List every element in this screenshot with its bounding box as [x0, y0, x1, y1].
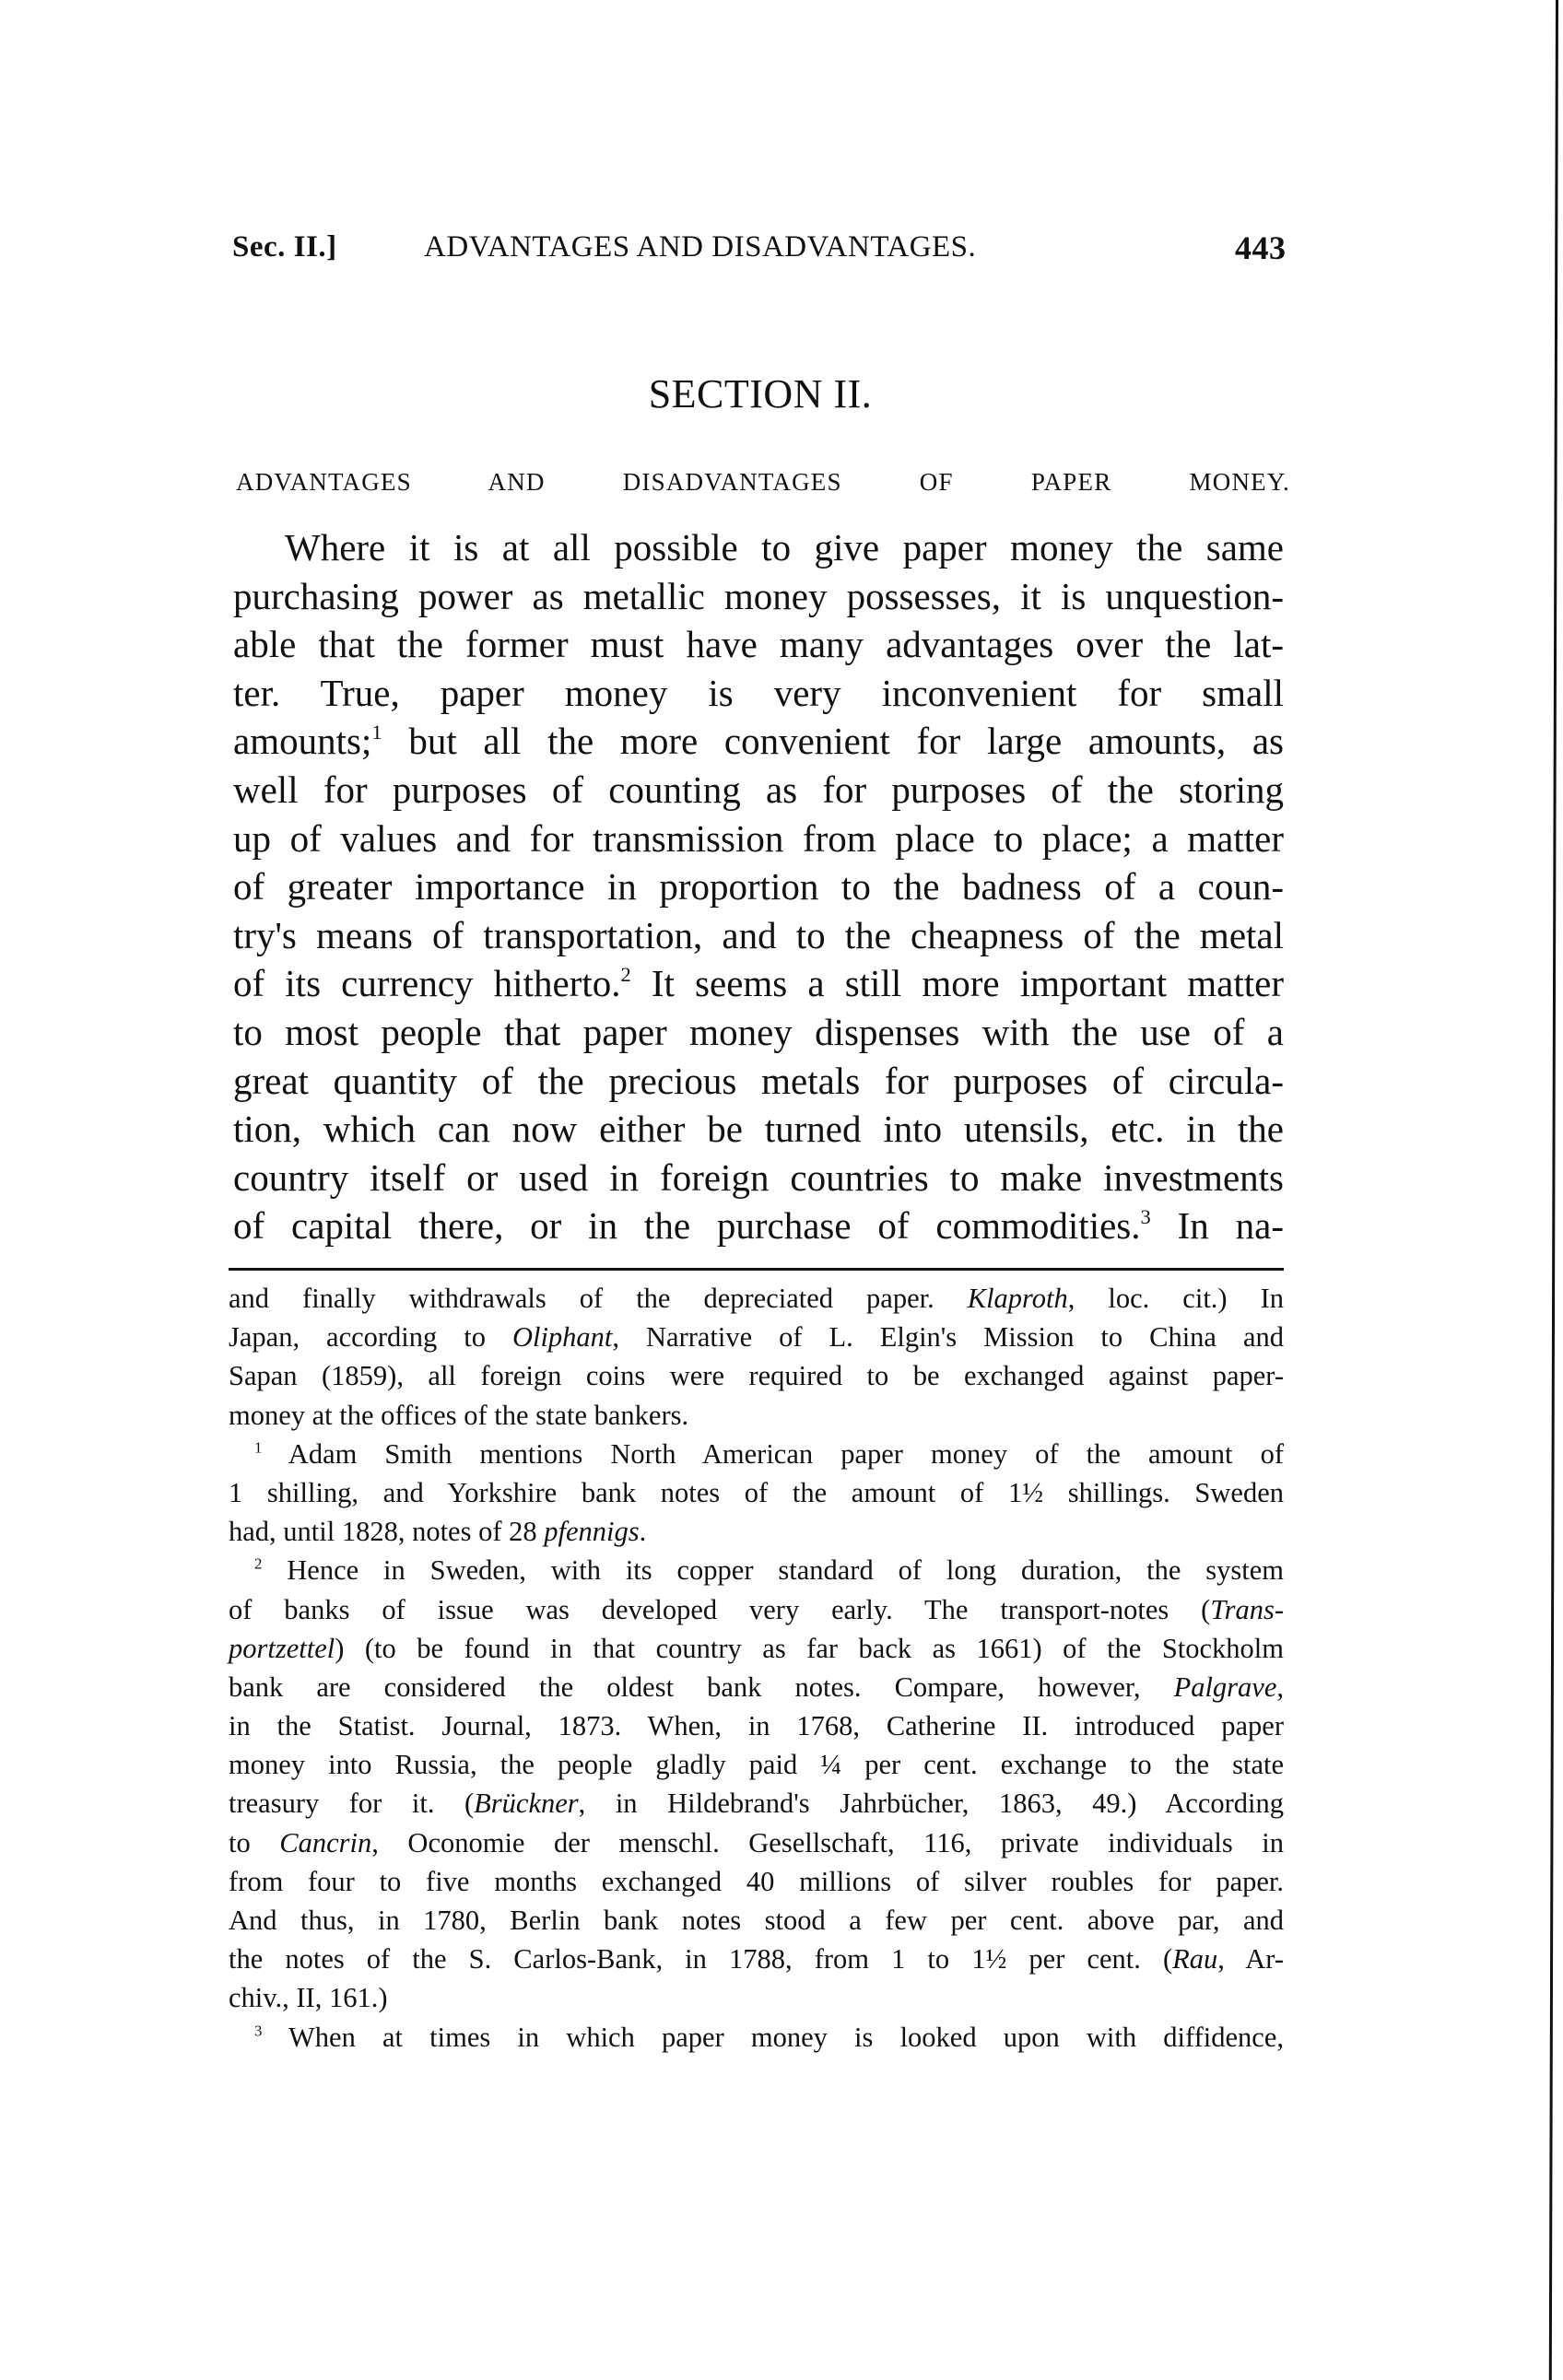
footnote-line: chiv., II, 161.): [229, 1982, 388, 2014]
body-line: [233, 1202, 1284, 1250]
footnote-line: 1 shilling, and Yorkshire bank notes of the amount of 1½ shillings. Sweden: [229, 1476, 1284, 1508]
footnote-2: $^2$ Hence in Sweden, with its copper standard of long duration, the system: [254, 1554, 1284, 1587]
footnote-line: money into Russia, the people gladly paid ¼ per cent. exchange to the state: [229, 1749, 1284, 1781]
body-line: of greater importance in proportion to the badness of a coun-: [233, 865, 1284, 909]
body-line: ter. True, paper money is very inconvenient for small: [233, 671, 1284, 714]
body-line: country itself or used in foreign countries to make investments: [233, 1155, 1284, 1199]
body-line: to most people that paper money dispenses with the use of a: [233, 1010, 1284, 1053]
page-edge-line: [1549, 0, 1558, 2380]
footnote-1: $^1$ Adam Smith mentions North American paper money of the amount of: [254, 1437, 1284, 1470]
body-text: of capital there, or in the purchase of commodities.: [233, 1204, 1141, 1248]
section-title: SECTION II.: [648, 371, 873, 416]
footnote-marker: 2: [254, 1554, 263, 1573]
running-head: [232, 230, 1292, 267]
body-text: In na-: [1150, 1204, 1284, 1248]
footnote-ref[interactable]: 1: [371, 721, 382, 744]
body-line: [233, 959, 1284, 1008]
footnote-rule: [229, 1268, 1284, 1271]
section-subtitle: ADVANTAGES AND DISADVANTAGES OF PAPER MONEY.: [236, 468, 1290, 496]
body-line: great quantity of the precious metals for purposes of circula-: [233, 1059, 1284, 1102]
body-line: [233, 717, 1284, 766]
running-head-section: Sec. II.]: [232, 230, 337, 264]
body-text: It seems a still more important matter: [630, 962, 1284, 1005]
footnote-ref[interactable]: 3: [1140, 1205, 1151, 1229]
footnote-line: to Cancrin, Oconomie der menschl. Gesellschaft, 116, private individuals in: [229, 1826, 1284, 1858]
footnote-line: portzettel) (to be found in that country as far back as 1661) of the Stockholm: [229, 1632, 1284, 1664]
footnote-line: Sapan (1859), all foreign coins were required to be exchanged against paper-: [229, 1360, 1284, 1392]
footnote-marker: 3: [254, 2021, 263, 2039]
footnote-line: from four to five months exchanged 40 millions of silver roubles for paper.: [229, 1865, 1284, 1897]
body-line: well for purposes of counting as for purposes of the storing: [233, 768, 1284, 811]
footnotes: [229, 1279, 1284, 2057]
footnote-line: treasury for it. (Brückner, in Hildebrand's Jahrbücher, 1863, 49.) According: [229, 1788, 1285, 1820]
body-line: able that the former must have many advantages over the lat-: [233, 623, 1284, 666]
footnote-line: in the Statist. Journal, 1873. When, in 1768, Catherine II. introduced paper: [229, 1710, 1284, 1742]
body-text: amounts;: [233, 720, 372, 763]
body-line: up of values and for transmission from place to place; a matter: [233, 816, 1284, 860]
footnote-line: and finally withdrawals of the depreciated paper. Klaproth, loc. cit.) In: [229, 1283, 1284, 1314]
body-paragraph: [233, 523, 1284, 1250]
footnote-line: bank are considered the oldest bank notes. Compare, however, Palgrave,: [229, 1671, 1284, 1703]
footnote-marker: 1: [254, 1438, 263, 1457]
footnote-ref[interactable]: 2: [620, 963, 631, 987]
footnote-line: had, until 1828, notes of 28 pfennigs.: [229, 1516, 647, 1548]
body-line: Where it is at all possible to give paper money the same: [285, 526, 1284, 569]
body-line: purchasing power as metallic money possesses, it is unquestion-: [233, 574, 1284, 617]
body-line: try's means of transportation, and to the cheapness of the metal: [233, 913, 1284, 956]
body-line: tion, which can now either be turned into utensils, etc. in the: [233, 1108, 1284, 1151]
footnote-line: of banks of issue was developed very early. The transport-notes (Trans-: [229, 1593, 1284, 1625]
running-head-title: ADVANTAGES AND DISADVANTAGES.: [424, 230, 977, 264]
footnote-line: Japan, according to Oliphant, Narrative of L. Elgin's Mission to China and: [229, 1321, 1284, 1354]
body-text: but all the more convenient for large amounts, as: [382, 720, 1284, 763]
footnote-line: And thus, in 1780, Berlin bank notes stood a few per cent. above par, and: [229, 1905, 1284, 1936]
page-number: 443: [1235, 229, 1287, 266]
footnote-3: $^3$ When at times in which paper money is looked upon with diffidence,: [254, 2021, 1284, 2053]
body-text: of its currency hitherto.: [233, 962, 621, 1005]
footnote-line: the notes of the S. Carlos-Bank, in 1788, from 1 to 1½ per cent. (Rau, Ar-: [229, 1943, 1285, 1976]
footnote-line: money at the offices of the state bankers.: [229, 1399, 689, 1431]
